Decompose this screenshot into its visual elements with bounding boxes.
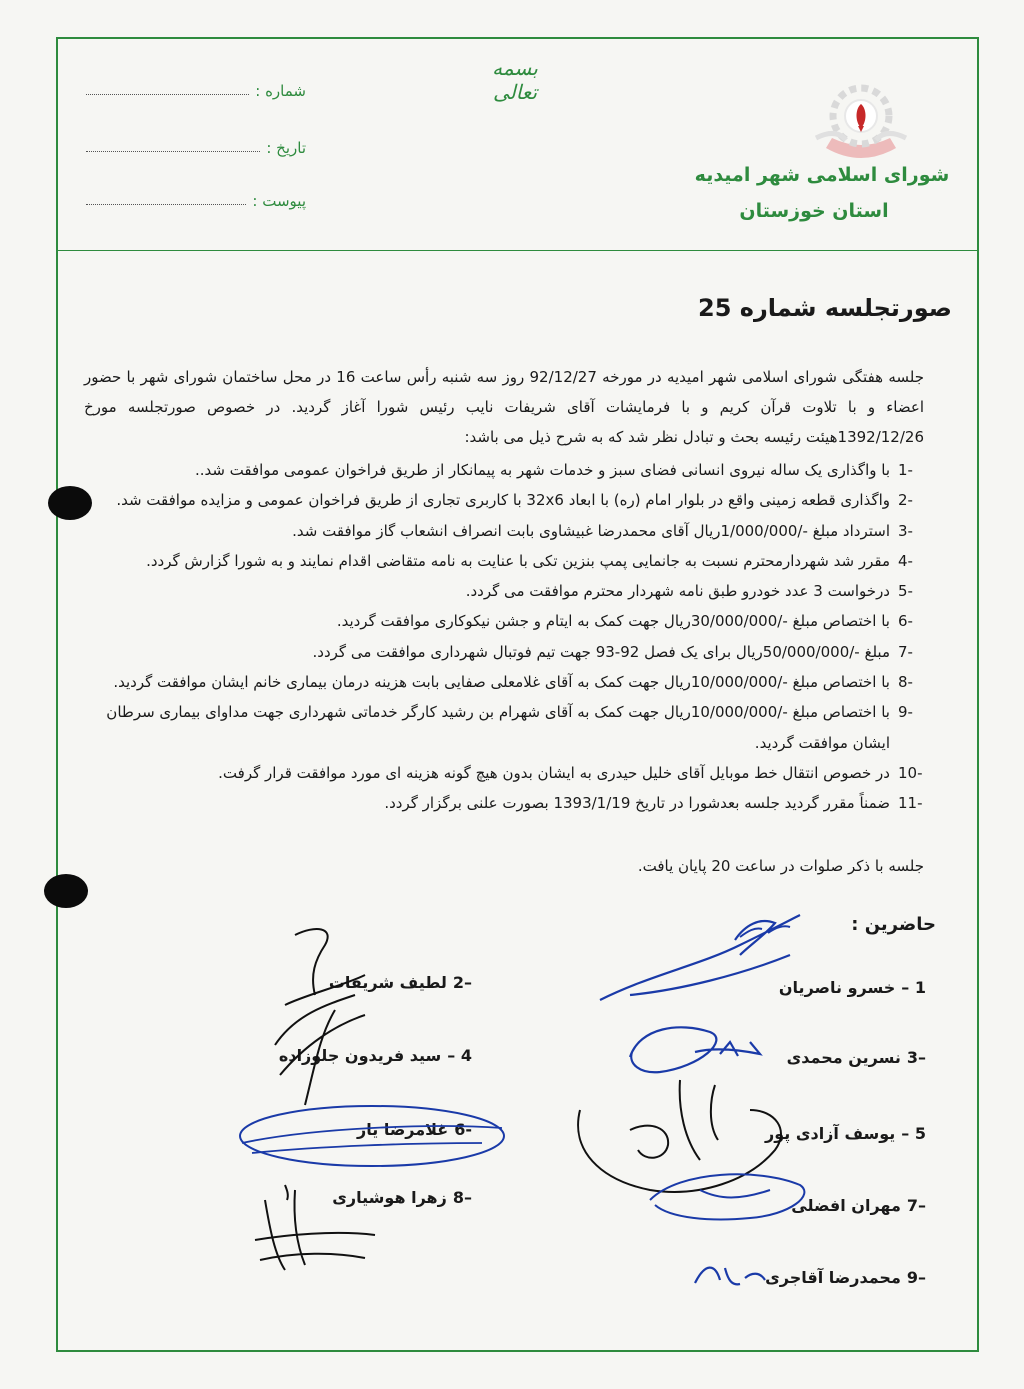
number-label: شماره : [255, 82, 306, 100]
attendee-number: –7 [906, 1196, 926, 1215]
basmala: بسمه تعالی [492, 56, 538, 104]
attendee-name: نسرین محمدی [786, 1048, 901, 1067]
signature-1 [590, 905, 820, 1015]
attendee-number: –9 [906, 1268, 926, 1287]
item-number: -11 [898, 794, 923, 813]
attendee-name: خسرو ناصریان [778, 978, 896, 997]
list-item [74, 516, 924, 546]
item-number: -4 [898, 551, 913, 570]
attachment-dotted-line [86, 203, 246, 205]
date-field [86, 133, 306, 157]
signature-9 [690, 1258, 770, 1294]
date-label: تاریخ : [266, 139, 306, 157]
list-item [74, 788, 924, 818]
attendee-name: یوسف آزادی پور [765, 1124, 896, 1143]
signature-8 [245, 1180, 385, 1280]
attachment-label: پیوست : [252, 192, 306, 210]
item-text: مبلغ -/50/000/000ریال برای یک فصل 92-93 جهت تیم فوتبال شهرداری موافقت می گردد. [312, 642, 890, 661]
decision-list [74, 455, 924, 819]
item-text: با اختصاص مبلغ -/10/000/000ریال جهت کمک به آقای شهرام بن رشید کارگر خدماتی شهرداری جهت مداوای بیماری سرطان ایشان موافقت گردید. [106, 703, 890, 752]
item-number: -8 [898, 673, 913, 692]
item-text: با اختصاص مبلغ -/30/000/000ریال جهت کمک به ایتام و جشن نیکوکاری موافقت گردید. [336, 612, 890, 631]
attendee-number: 1 – [901, 978, 926, 997]
punch-hole [44, 874, 88, 908]
list-item [74, 606, 924, 636]
attendee-number: -6 [454, 1120, 472, 1139]
intro-paragraph: جلسه هفتگی شورای اسلامی شهر امیدیه در مورخه 92/12/27 روز سه شنبه رأس ساعت 16 در محل ساختمان شورای شهر با حضور اعضاء و با تلاوت قرآن کریم و با فرمایشات آقای شریفات نایب رئیس شورا آغاز گردید. در خصوص صورتجلسه مورخ 1392/12/26هیئت رئیسه بحث و تبادل نظر شد که به شرح ذیل می باشد: [84, 368, 925, 446]
date-dotted-line [86, 150, 260, 152]
attendee-name: غلامرضا یار [357, 1120, 449, 1139]
province-name: استان خوزستان [739, 200, 889, 222]
item-text: درخواست 3 عدد خودرو طبق نامه شهردار محترم موافقت می گردد. [465, 582, 890, 601]
item-text: استرداد مبلغ -/1/000/000ریال آقای محمدرضا غبیشاوی بابت انصراف انشعاب گاز موافقت شد. [292, 521, 890, 540]
list-item [74, 455, 924, 485]
item-text: با واگذاری یک ساله نیروی انسانی فضای سبز و خدمات شهر به پیمانکار از طریق فراخوان عمومی موافقت شد.. [194, 461, 890, 479]
item-text: مقرر شد شهردارمحترم نسبت به جانمایی پمپ بنزین تکی با عنایت به نامه متقاضی اقدام نمایند و به شورا گزارش گردد. [146, 551, 890, 570]
attendee-number: –3 [906, 1048, 926, 1067]
list-item [74, 546, 924, 576]
item-number: -1 [898, 461, 913, 479]
item-number: -10 [898, 763, 923, 782]
item-text: واگذاری قطعه زمینی واقع در بلوار امام (ره) با ابعاد 32x6 با کاربری تجاری از طریق فراخوان عمومی و مزایده موافقت شد. [116, 491, 890, 510]
attendee-3 [787, 1048, 926, 1067]
item-number: -6 [898, 612, 913, 631]
item-number: -9 [898, 703, 913, 722]
attendee-9 [765, 1268, 926, 1287]
punch-hole [48, 486, 92, 520]
item-number: -7 [898, 642, 913, 661]
list-item [74, 667, 924, 697]
attendee-name: مهران افضلی [791, 1196, 901, 1215]
list-item [74, 758, 924, 788]
item-number: -3 [898, 521, 913, 540]
council-emblem-logo [806, 78, 916, 164]
attendee-name: سید فریدون جلوزاده [278, 1046, 442, 1065]
attendee-number: 5 – [901, 1124, 926, 1143]
attendees-heading: حاضرین : [851, 914, 936, 935]
document-title: صورتجلسه شماره 25 [698, 294, 952, 322]
attendee-name: محمدرضا آقاجری [765, 1268, 901, 1287]
item-text: در خصوص انتقال خط موبایل آقای خلیل حیدری به ایشان بدون هیچ گونه هزینه ای مورد موافقت قرار گرفت. [218, 763, 890, 782]
list-item [74, 576, 924, 606]
item-text: ضمناً مقرر گردید جلسه بعدشورا در تاریخ 1393/1/19 بصورت علنی برگزار گردد. [384, 794, 890, 813]
attendee-number: 4 – [447, 1046, 472, 1065]
signature-6 [232, 1098, 512, 1178]
header-divider [56, 250, 979, 251]
attendee-number: –2 [452, 973, 472, 992]
attendee-number: –8 [452, 1188, 472, 1207]
list-item [74, 485, 924, 515]
attachment-field [86, 186, 306, 210]
item-number: -2 [898, 491, 913, 510]
attendee-name: زهرا هوشیاری [332, 1188, 447, 1207]
number-field [86, 76, 306, 100]
organization-name: شورای اسلامی شهر امیدیه [694, 164, 950, 186]
list-item [74, 637, 924, 667]
attendee-name: لطیف شریفات [328, 973, 447, 992]
signature-2 [255, 915, 385, 1115]
number-dotted-line [86, 93, 249, 95]
signature-7 [640, 1160, 820, 1230]
item-text: با اختصاص مبلغ -/10/000/000ریال جهت کمک به آقای غلامعلی صفایی بابت هزینه درمان بیماری خانم ایشان موافقت گردید. [113, 673, 890, 692]
list-item [74, 697, 924, 758]
item-number: -5 [898, 582, 913, 601]
closing-line: جلسه با ذکر صلوات در ساعت 20 پایان یافت. [637, 857, 924, 875]
